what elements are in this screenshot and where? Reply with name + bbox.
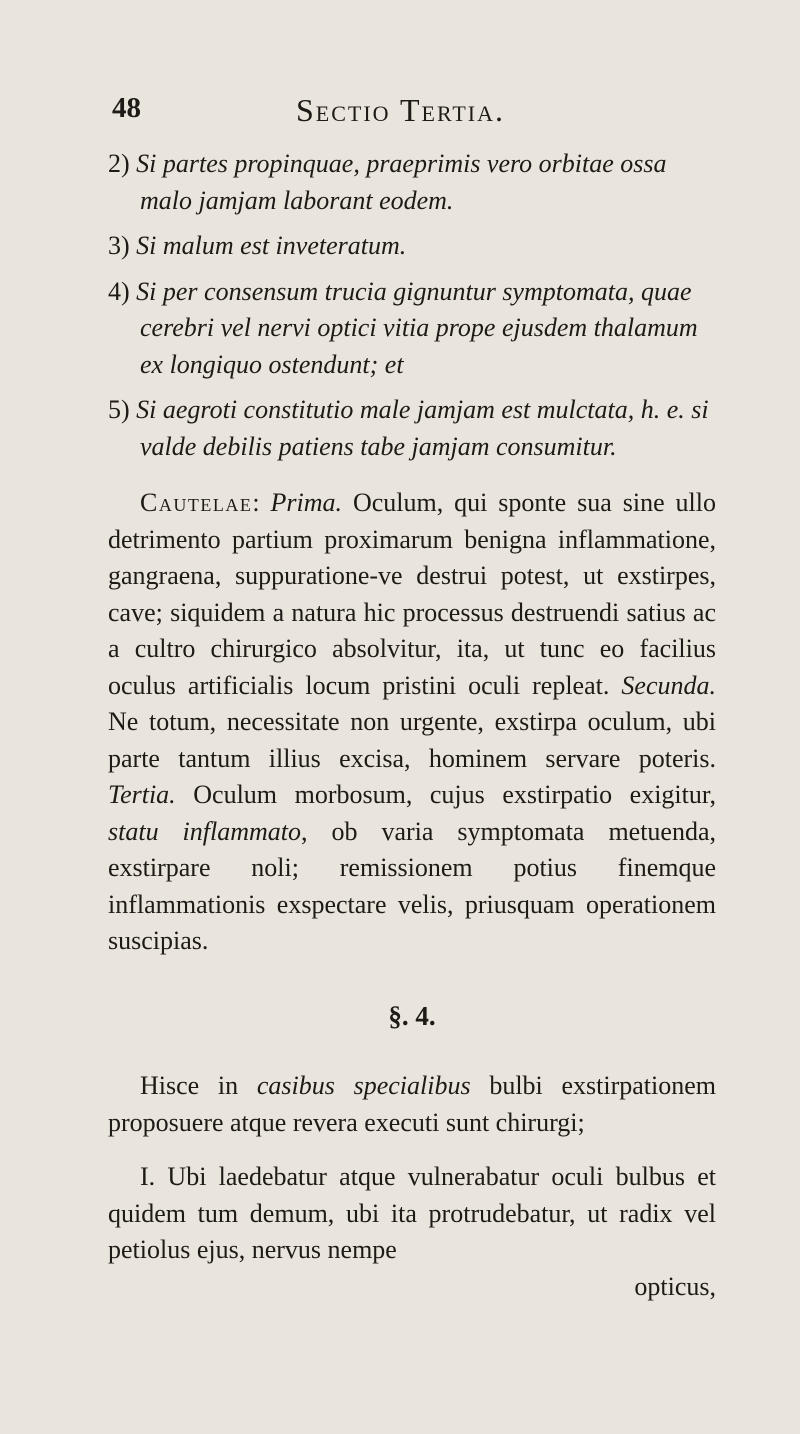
item-number: 5): [108, 395, 130, 424]
section-heading: §. 4.: [388, 1000, 436, 1031]
prima-label: Prima.: [270, 488, 342, 517]
item-text: Si per consensum trucia gignuntur symptomata, quae cerebri vel nervi optici vitia prope ejusdem thalamum ex longiquo ostendunt; et: [136, 276, 698, 379]
numbered-item: [108, 392, 716, 465]
statu-inflammato: statu inflammato: [108, 816, 301, 846]
hisce-paragraph: [108, 1068, 716, 1141]
running-title: Sectio Tertia.: [296, 92, 505, 128]
cautelae-paragraph: [108, 485, 716, 960]
secunda-label: Secunda.: [621, 670, 716, 700]
cautelae-text-3: Oculum morbosum, cujus exstirpatio exigitur,: [175, 780, 716, 809]
cautelae-sep: :: [252, 488, 271, 517]
item-number: 2): [108, 149, 130, 178]
page-body: [108, 146, 716, 1305]
item-text: Si malum est inveteratum.: [136, 231, 407, 260]
numbered-item: [108, 274, 716, 384]
tertia-label: Tertia.: [108, 780, 176, 809]
hisce-text-2: bulbi exstirpationem proposuere atque revera executi sunt chirurgi;: [108, 1071, 716, 1137]
cautelae-text-2: Ne totum, necessitate non urgente, exstirpa oculum, ubi parte tantum illius excisa, hominem servare poteris.: [108, 707, 716, 773]
paragraph-I: I. Ubi laedebatur atque vulnerabatur oculi bulbus et quidem tum demum, ubi ita protrudebatur, ut radix vel petiolus ejus, nervus nempe: [108, 1162, 716, 1264]
hisce-text-1: Hisce in: [140, 1071, 257, 1100]
numbered-item: [108, 228, 716, 265]
page-number: 48: [112, 92, 141, 124]
item-number: 3): [108, 231, 130, 260]
item-text: Si aegroti constitutio male jamjam est mulctata, h. e. si valde debilis patiens tabe jamjam consumitur.: [136, 395, 709, 461]
numbered-item: [108, 146, 716, 219]
cautelae-text-1: Oculum, qui sponte sua sine ullo detrimento partium proximarum benigna inflammatione, gangraena, suppuratione-ve destrui potest, ut exstirpes, cave; siquidem a natura hic processus destruendi satius ac a cultro chirurgico absolvitur, ita, ut tunc eo facilius oculus artificialis locum pristini oculi repleat.: [108, 488, 716, 700]
cautelae-text-4: , ob varia symptomata metuenda, exstirpare noli; remissionem potius finemque inflammationis exspectare velis, priusquam operationem suscipias.: [108, 816, 717, 955]
catchword: opticus,: [634, 1271, 716, 1301]
page-header: [0, 92, 800, 132]
cautelae-label: Cautelae: [140, 488, 253, 517]
casibus-specialibus: casibus specialibus: [256, 1071, 471, 1100]
item-text: Si partes propinquae, praeprimis vero orbitae ossa malo jamjam laborant eodem.: [136, 149, 667, 215]
item-number: 4): [108, 276, 130, 306]
